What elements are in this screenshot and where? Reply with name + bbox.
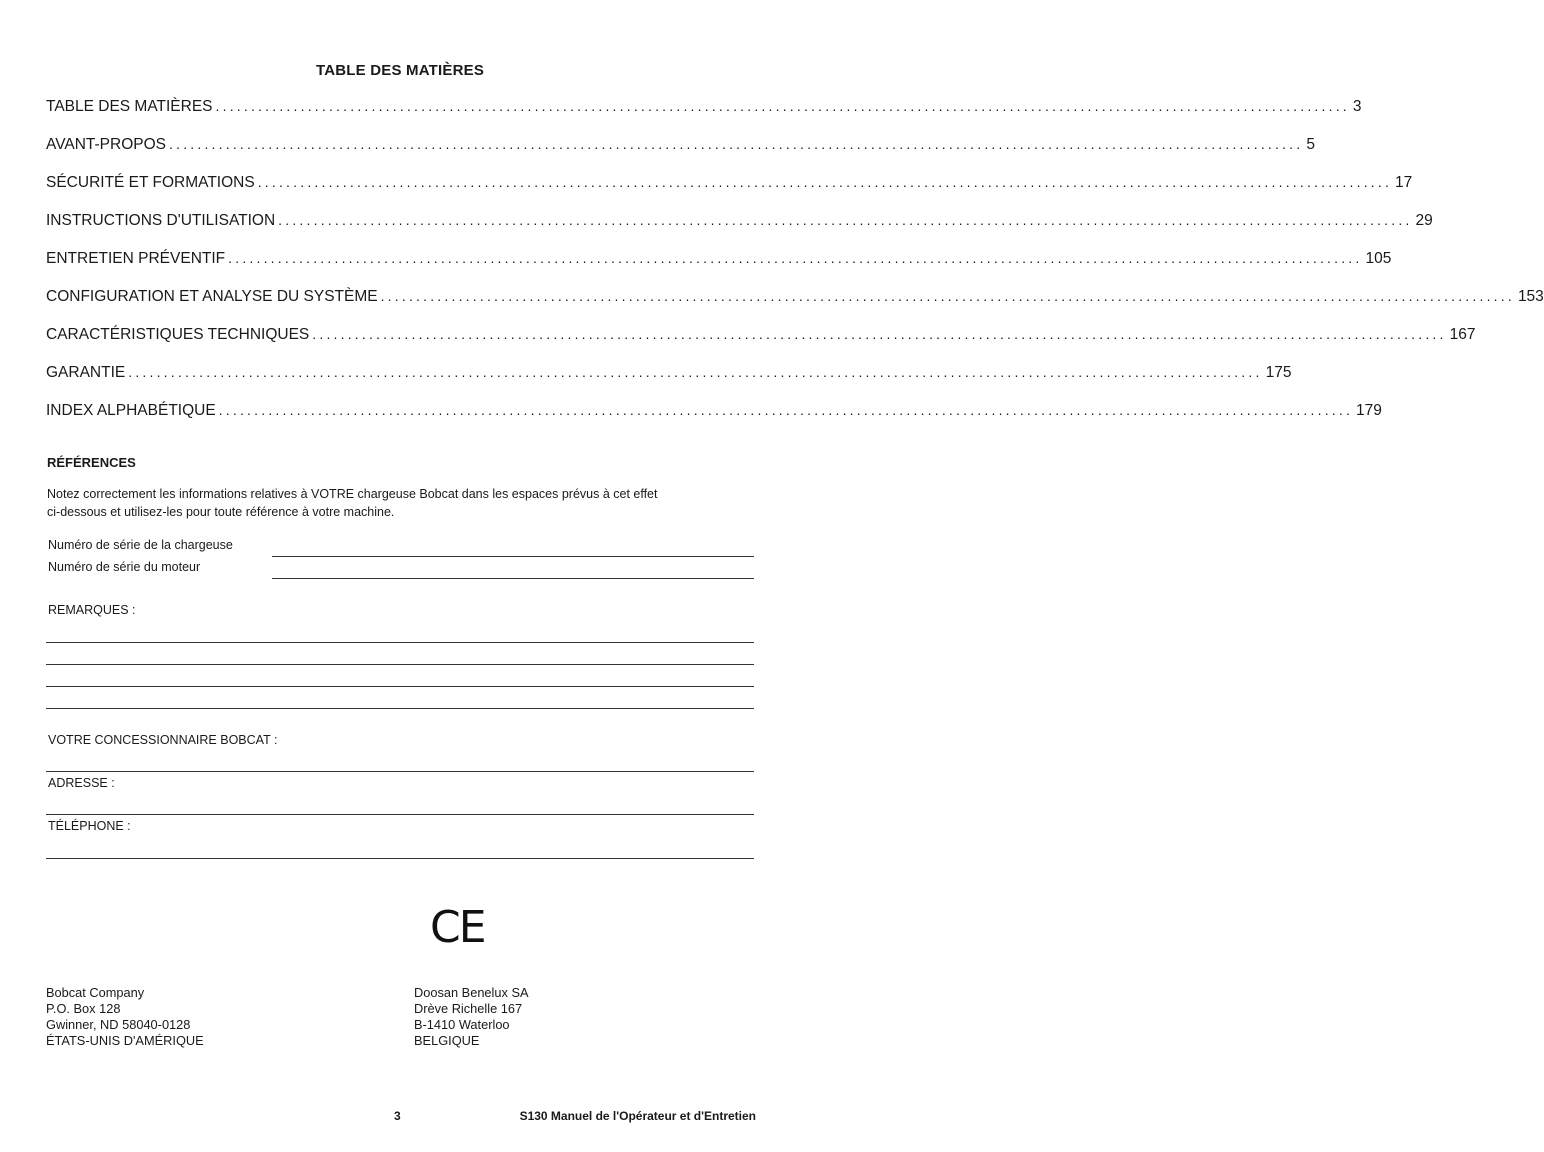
toc-entry-page: 3 <box>1352 98 1362 115</box>
toc-entry-page: 175 <box>1265 364 1292 381</box>
toc-entry-page: 29 <box>1415 212 1433 229</box>
dot-leader: ................................................................................................................................................................ <box>218 402 1354 418</box>
references-notice <box>47 485 747 521</box>
toc-entry[interactable] <box>46 96 1362 134</box>
toc-entry-page: 167 <box>1449 326 1476 343</box>
toc-entry-label: AVANT-PROPOS <box>46 136 167 153</box>
address-line: ÉTATS-UNIS D'AMÉRIQUE <box>46 1033 204 1048</box>
remarks-label: REMARQUES : <box>48 603 136 617</box>
address-label: ADRESSE : <box>48 776 115 790</box>
toc-entry-label: GARANTIE <box>46 364 126 381</box>
address-line: Doosan Benelux SA <box>414 985 529 1000</box>
engine-serial-label: Numéro de série du moteur <box>48 560 201 574</box>
engine-serial-field[interactable] <box>272 578 754 579</box>
toc-entry[interactable] <box>46 400 1382 438</box>
remarks-line[interactable] <box>46 664 754 665</box>
toc-entry[interactable] <box>46 134 1315 172</box>
dot-leader: ................................................................................................................................................................ <box>380 288 1515 304</box>
toc-entry-page: 5 <box>1306 136 1315 153</box>
address-line: Drève Richelle 167 <box>414 1001 523 1016</box>
dot-leader: ................................................................................................................................................................ <box>169 136 1304 152</box>
toc-entry-label: INDEX ALPHABÉTIQUE <box>46 402 216 419</box>
notice-line: ci-dessous et utilisez-les pour toute référence à votre machine. <box>47 505 395 519</box>
remarks-line[interactable] <box>46 642 754 643</box>
toc-entry[interactable] <box>46 286 1544 324</box>
dot-leader: ................................................................................................................................................................ <box>228 250 1363 266</box>
remarks-line[interactable] <box>46 686 754 687</box>
ce-mark-icon: CE <box>430 902 485 953</box>
toc-entry-label: INSTRUCTIONS D'UTILISATION <box>46 212 276 229</box>
toc-entry-page: 153 <box>1517 288 1544 305</box>
address-line: BELGIQUE <box>414 1033 480 1048</box>
loader-serial-field[interactable] <box>272 556 754 557</box>
dot-leader: ................................................................................................................................................................ <box>278 212 1413 228</box>
toc-entry-label: CONFIGURATION ET ANALYSE DU SYSTÈME <box>46 288 378 305</box>
toc-entry[interactable] <box>46 324 1476 362</box>
address-line: Bobcat Company <box>46 985 145 1000</box>
dealer-field[interactable] <box>46 771 754 772</box>
address-line: Gwinner, ND 58040-0128 <box>46 1017 191 1032</box>
footer-page-number: 3 <box>394 1109 401 1123</box>
dot-leader: ................................................................................................................................................................ <box>215 98 1350 114</box>
toc-entry[interactable] <box>46 248 1392 286</box>
references-heading: RÉFÉRENCES <box>47 455 136 470</box>
dot-leader: ................................................................................................................................................................ <box>312 326 1447 342</box>
notice-line: Notez correctement les informations relatives à VOTRE chargeuse Bobcat dans les espaces prévus à cet effet <box>47 487 658 501</box>
dot-leader: ................................................................................................................................................................ <box>257 174 1393 190</box>
table-of-contents <box>46 96 1544 438</box>
loader-serial-label: Numéro de série de la chargeuse <box>48 538 233 552</box>
toc-entry[interactable] <box>46 362 1292 400</box>
remarks-line[interactable] <box>46 708 754 709</box>
toc-entry-label: TABLE DES MATIÈRES <box>46 98 213 115</box>
address-field[interactable] <box>46 814 754 815</box>
toc-entry-page: 179 <box>1356 402 1382 419</box>
toc-entry[interactable] <box>46 210 1433 248</box>
toc-entry-page: 17 <box>1395 174 1413 191</box>
toc-entry[interactable] <box>46 172 1413 210</box>
toc-entry-label: ENTRETIEN PRÉVENTIF <box>46 250 226 267</box>
phone-field[interactable] <box>46 858 754 859</box>
eu-company-address <box>414 985 529 1049</box>
dealer-label: VOTRE CONCESSIONNAIRE BOBCAT : <box>48 733 278 747</box>
us-company-address <box>46 985 204 1049</box>
dot-leader: ................................................................................................................................................................ <box>128 364 1263 380</box>
toc-entry-label: CARACTÉRISTIQUES TECHNIQUES <box>46 326 310 343</box>
toc-entry-label: SÉCURITÉ ET FORMATIONS <box>46 174 255 191</box>
address-line: B-1410 Waterloo <box>414 1017 510 1032</box>
toc-entry-page: 105 <box>1365 250 1392 267</box>
page-title: TABLE DES MATIÈRES <box>315 62 485 79</box>
footer-manual-title: S130 Manuel de l'Opérateur et d'Entretien <box>519 1109 756 1123</box>
phone-label: TÉLÉPHONE : <box>48 819 131 833</box>
address-line: P.O. Box 128 <box>46 1001 121 1016</box>
